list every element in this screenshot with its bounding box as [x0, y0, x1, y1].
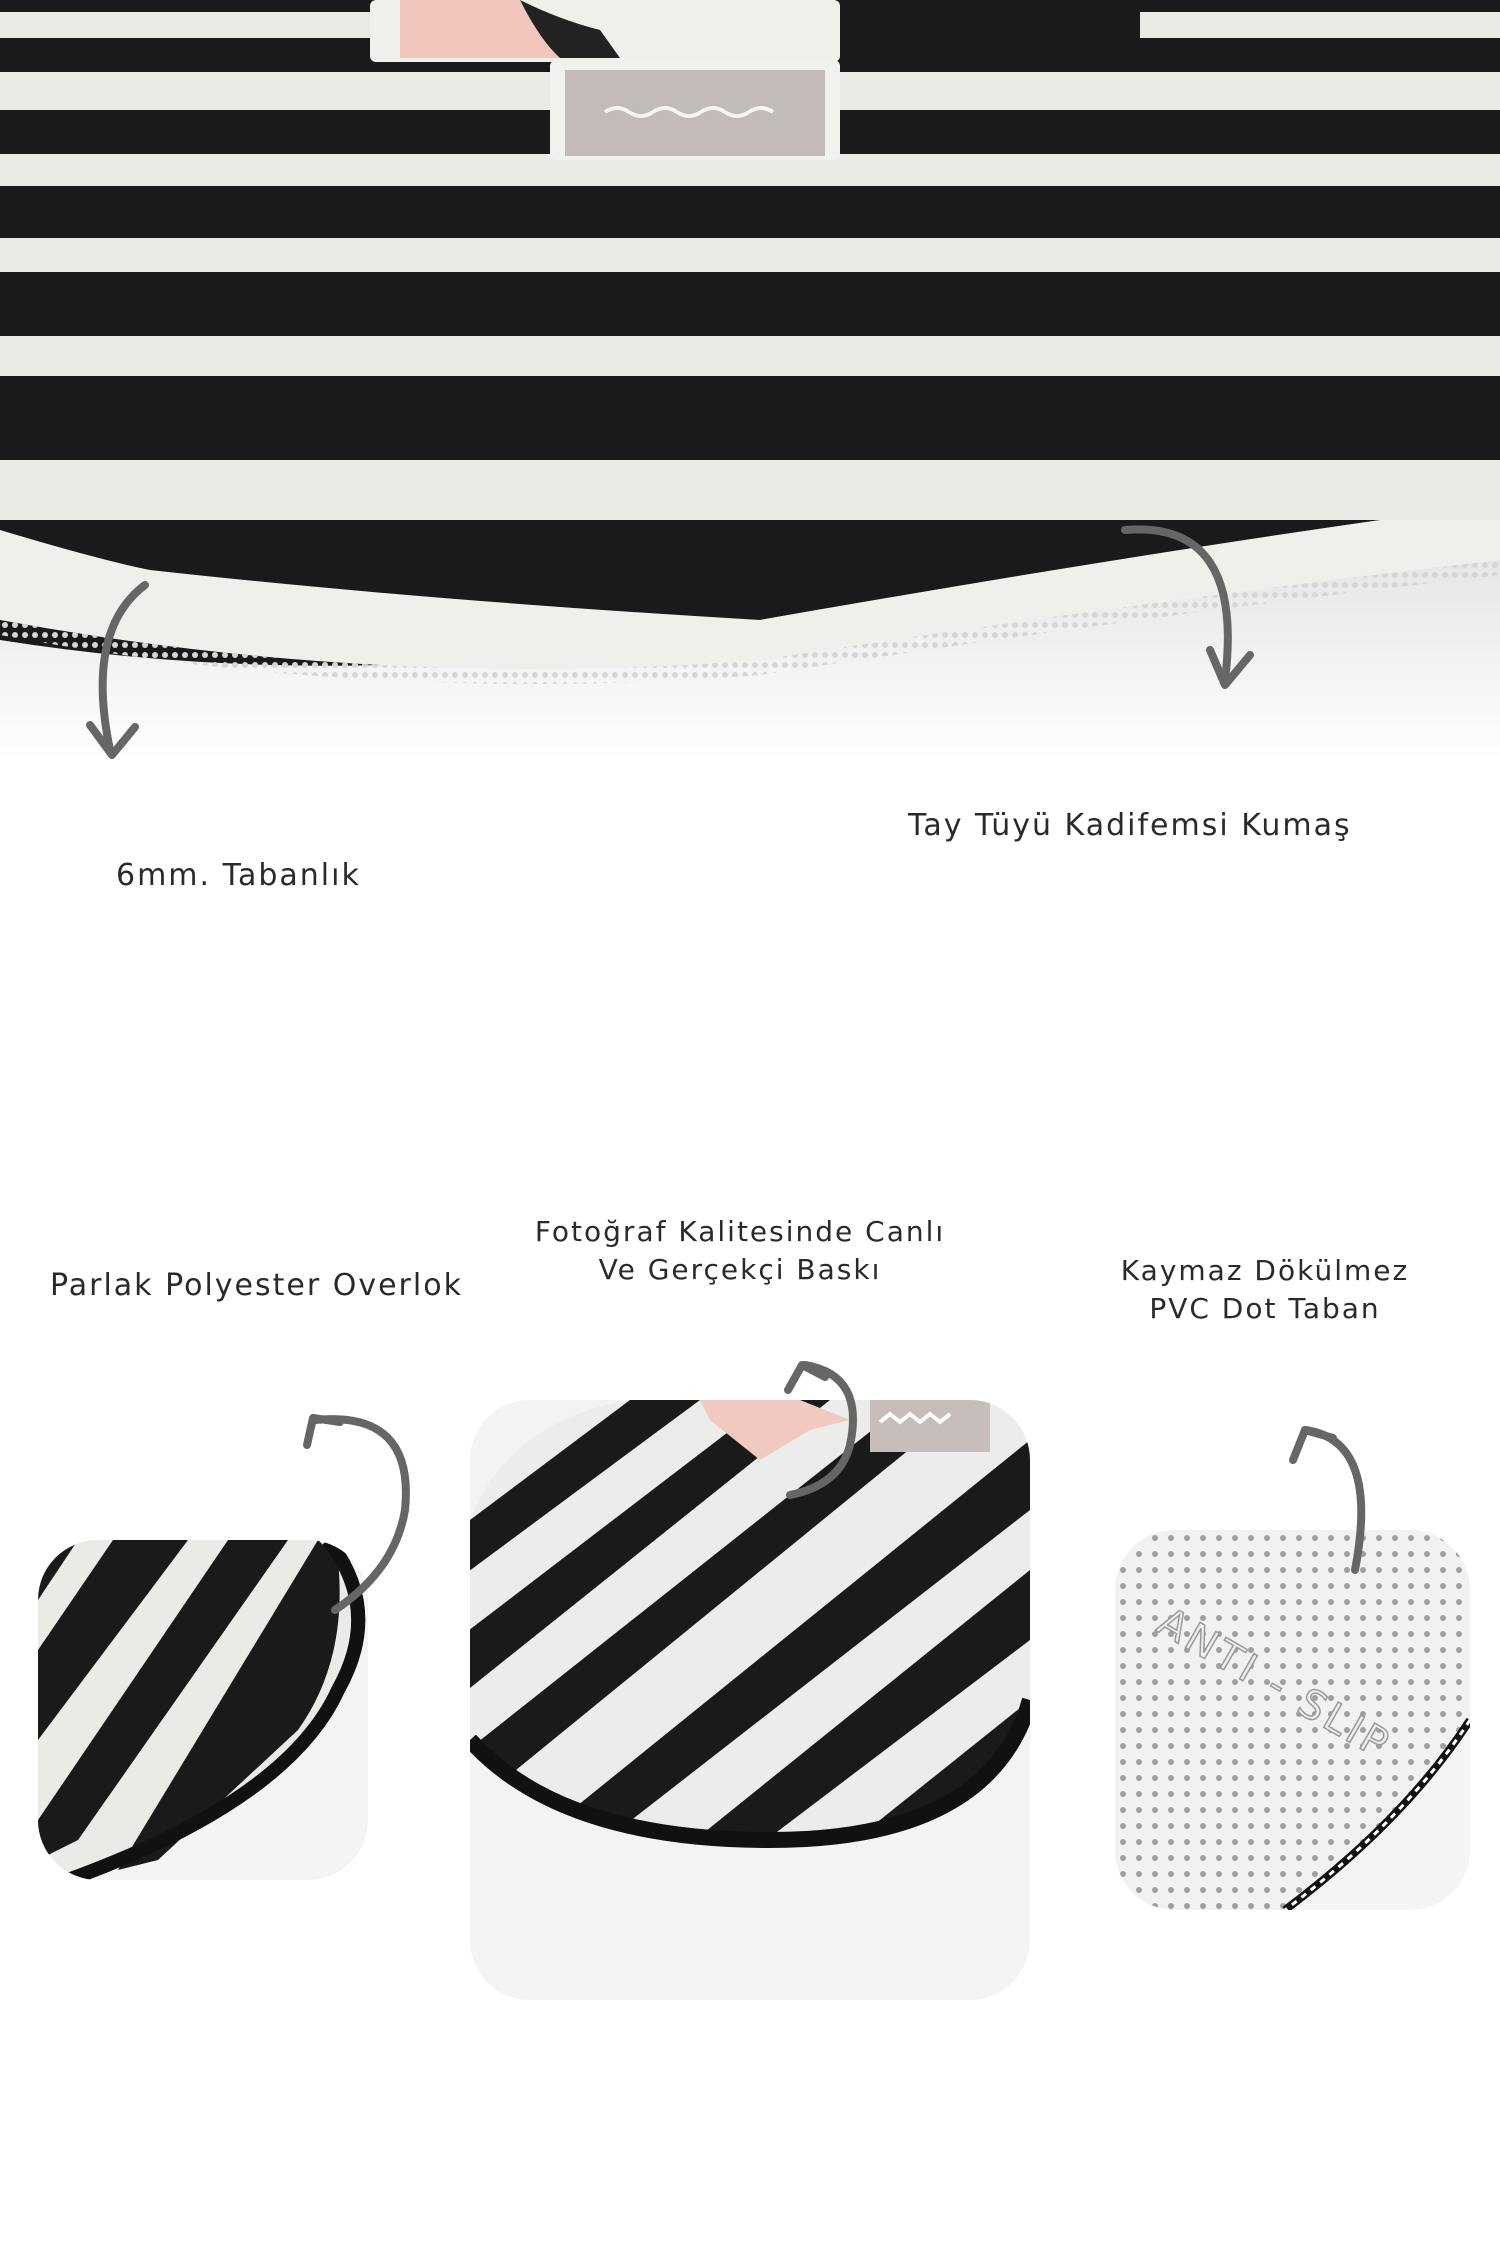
- print-closeup: [470, 1400, 1030, 2000]
- curved-arrow-icon: [1115, 500, 1275, 700]
- hero-rug-closeup: [0, 0, 1500, 760]
- curved-arrow-icon: [770, 1355, 880, 1515]
- feature-print-title-line1: Fotoğraf Kalitesinde Canlı: [534, 1215, 946, 1248]
- feature-print-title-line2: Ve Gerçekçi Baskı: [598, 1253, 882, 1286]
- print-illustration: [470, 1400, 1030, 2000]
- rug-closeup-illustration: [0, 0, 1500, 760]
- curved-arrow-icon: [1285, 1420, 1395, 1590]
- feature-antislip-title-line2: PVC Dot Taban: [1149, 1292, 1381, 1325]
- feature-antislip-title-line1: Kaymaz Dökülmez: [1120, 1254, 1410, 1287]
- antislip-stamp: ANTI - SLIP: [1150, 1598, 1400, 1770]
- curved-arrow-icon: [80, 575, 160, 775]
- feature-overlock-title: Parlak Polyester Overlok: [50, 1268, 463, 1303]
- rug-stripes: [0, 0, 1500, 520]
- curved-arrow-icon: [295, 1400, 425, 1640]
- feature-antislip-title: [1085, 1252, 1445, 1328]
- left-caption: 6mm. Tabanlık: [116, 858, 361, 893]
- feature-print-title: [500, 1213, 980, 1289]
- right-caption: Tay Tüyü Kadifemsi Kumaş: [908, 808, 1352, 843]
